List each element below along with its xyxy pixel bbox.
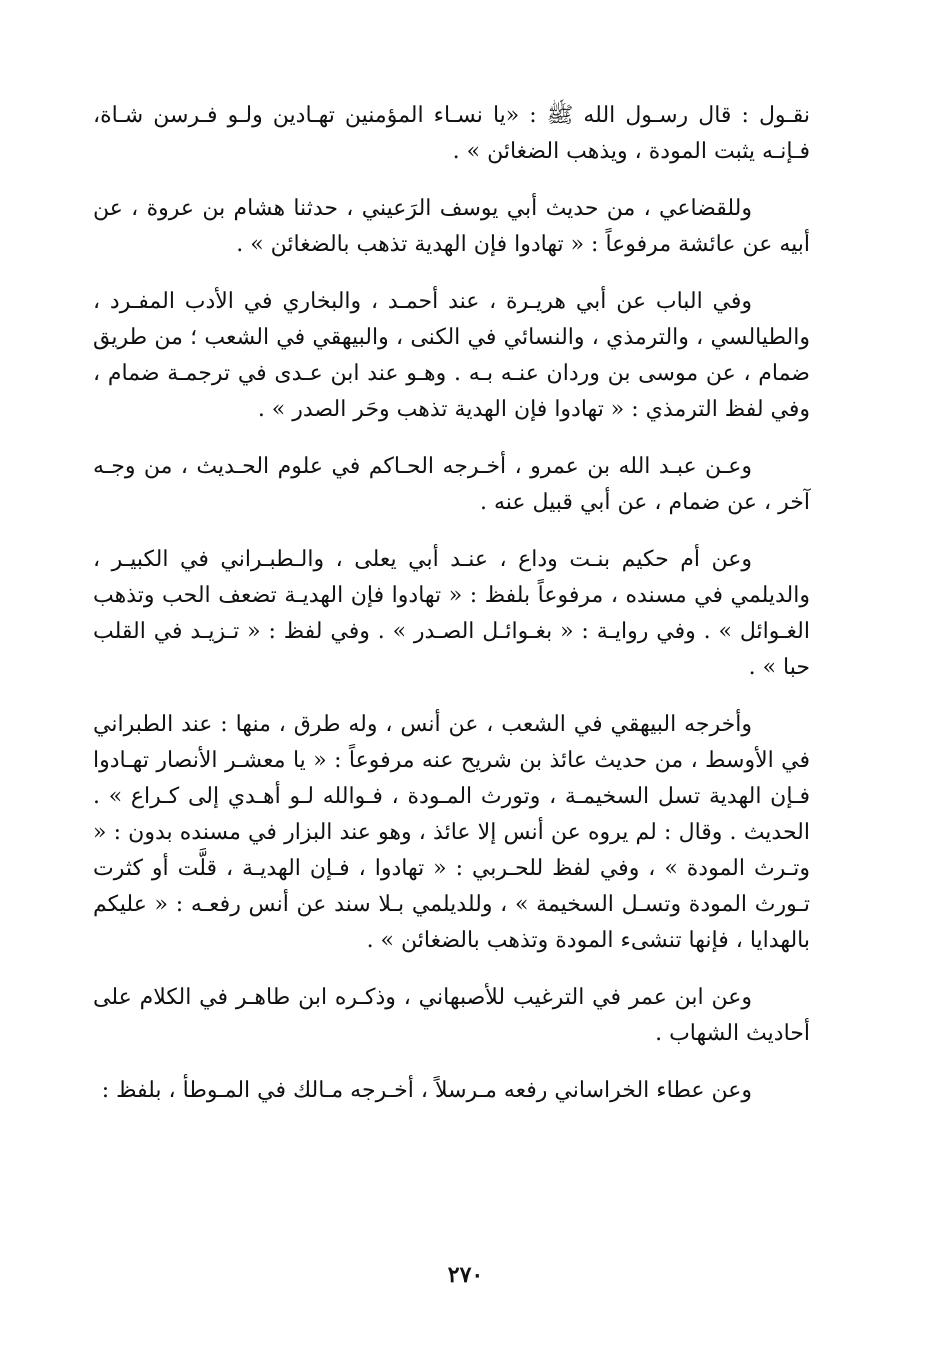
paragraph-4: وعـن عبـد الله بن عمرو ، أخـرجه الحـاكم في علوم الحـديث ، من وجـه آخر ، عن ضمام ، عن أبي قبيل عنه . [93,454,810,515]
paragraph-5: وعن أم حكيم بنـت وداع ، عنـد أبي يعلى ، والـطبـراني في الكبيـر ، والديلمي في مسنده ، مرفوعاً بلفظ : « تهادوا فإن الهديـة تضعف الحب وتذهب الغـوائل » . وفي روايـة : « بغـوائـل الصـدر » . وفي لفظ : « تـزيـد في القلب حبا » . [93,547,810,680]
paragraph-1: نقـول : قال رسـول الله ﷺ : «يا نسـاء المؤمنين تهـادين ولـو فـرسن شـاة، فـإنـه يثبت المودة ، ويذهب الضغائن » . [93,103,810,164]
paragraph-7: وعن ابن عمر في الترغيب للأصبهاني ، وذكـره ابن طاهـر في الكلام على أحاديث الشهاب . [93,985,810,1046]
page-body [93,98,810,1130]
paragraph-6: وأخرجه البيهقي في الشعب ، عن أنس ، وله طرق ، منها : عند الطبراني في الأوسط ، من حديث عائذ بن شريح عنه مرفوعاً : « يا معشـر الأنصار تهـادوا فـإن الهدية تسل السخيمـة ، وتورث المـودة ، فـوالله لـو أهـدي إلى كـراع » . الحديث . وقال : لم يروه عن أنس إلا عائذ ، وهو عند البزار في مسنده بدون : « وتـرث المودة » ، وفي لفظ للحـربي : « تهادوا ، فـإن الهديـة ، قلَّت أو كثرت تـورث المودة وتسـل السخيمة » ، وللديلمي بـلا سند عن أنس رفعـه : « عليكم بالهدايا ، فإنها تنشىء المودة وتذهب بالضغائن » . [93,712,810,953]
page-number: ٢٧٠ [447,1262,484,1288]
paragraph-3: وفي الباب عن أبي هريـرة ، عند أحمـد ، والبخاري في الأدب المفـرد ، والطيالسي ، والترمذي ، والنسائي في الكنى ، والبيهقي في الشعب ؛ من طريق ضمام ، عن موسى بن وردان عنـه بـه . وهـو عند ابن عـدى في ترجمـة ضمام ، وفي لفظ الترمذي : « تهادوا فإن الهدية تذهب وحَر الصدر » . [93,289,810,422]
paragraph-8: وعن عطاء الخراساني رفعه مـرسلاً ، أخـرجه مـالك في المـوطأ ، بلفظ : [101,1078,752,1103]
paragraph-2: وللقضاعي ، من حديث أبي يوسف الرَعيني ، حدثنا هشام بن عروة ، عن أبيه عن عائشة مرفوعاً : « تهادوا فإن الهدية تذهب بالضغائن » . [93,196,810,257]
